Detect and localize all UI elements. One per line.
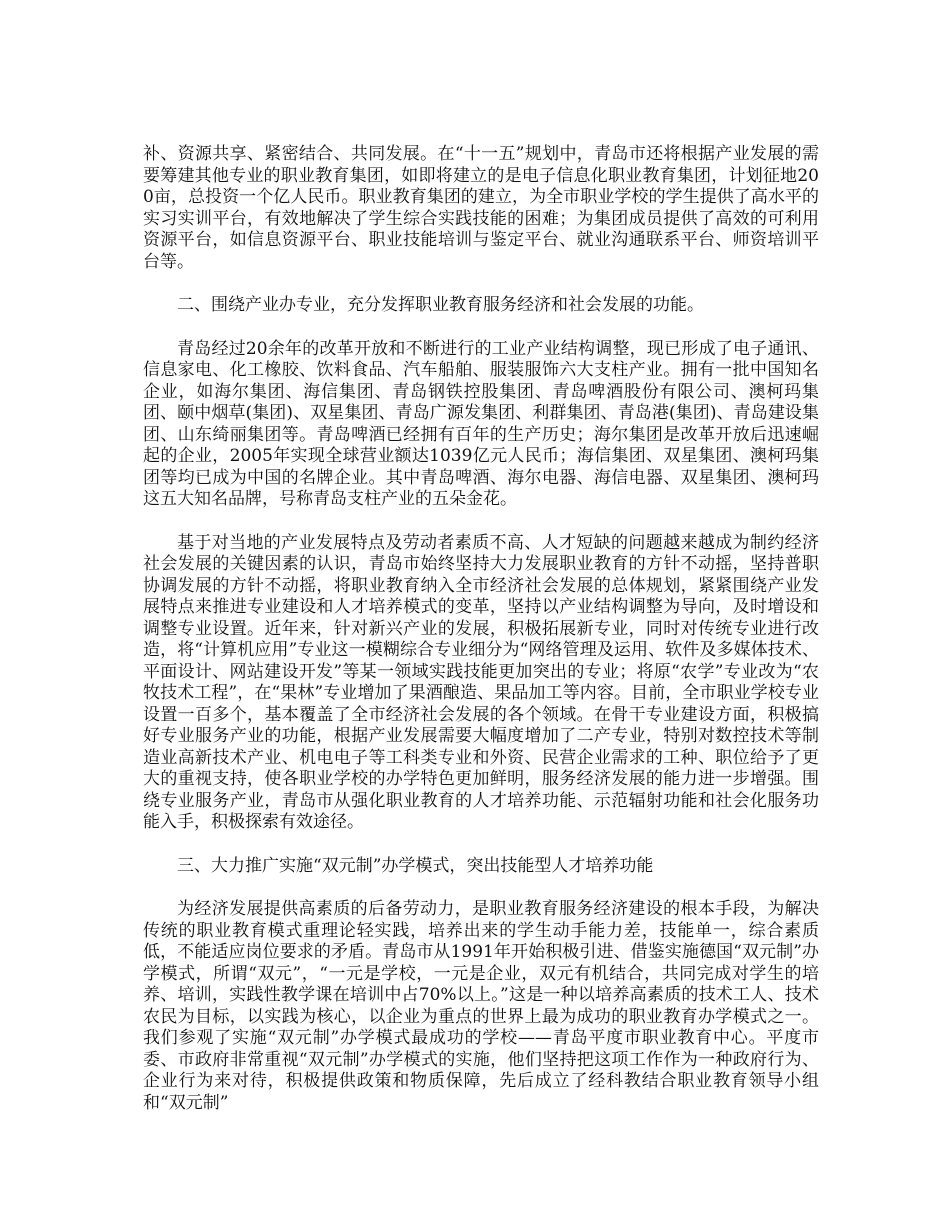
paragraph-strategy: 基于对当地的产业发展特点及劳动者素质不高、人才短缺的问题越来越成为制约经济社会发展的关键因素的认识，青岛市始终坚持大力发展职业教育的方针不动摇，坚持普职协调发展的方针不动摇，将职业教育纳入全市经济社会发展的总体规划，紧紧围绕产业发展特点来推进专业建设和人才培养模式的变革，坚持以产业结构调整为导向，及时增设和调整专业设置。近年来，针对新兴产业的发展，积极拓展新专业，同时对传统专业进行改造，将“计算机应用”专业这一模糊综合专业细分为“网络管理及运用、软件及多媒体技术、平面设计、网站建设开发”等某一领域实践技能更加突出的专业；将原“农学”专业改为“农牧技术工程”，在“果林”专业增加了果酒酿造、果品加工等内容。目前，全市职业学校专业设置一百多个，基本覆盖了全市经济社会发展的各个领域。在骨干专业建设方面，积极搞好专业服务产业的功能，根据产业发展需要大幅度增加了二产专业，特别对数控技术等制造业高新技术产业、机电电子等工科类专业和外资、民营企业需求的工种、职位给予了更大的重视支持，使各职业学校的办学特色更加鲜明，服务经济发展的能力进一步增强。围绕专业服务产业，青岛市从强化职业教育的人才培养功能、示范辐射功能和社会化服务功能入手，积极探索有效途径。 <box>143 532 819 832</box>
section-heading-3: 三、大力推广实施“双元制”办学模式，突出技能型人才培养功能 <box>177 855 654 876</box>
document-body <box>143 144 819 1114</box>
paragraph-dual-system: 为经济发展提供高素质的后备劳动力，是职业教育服务经济建设的根本手段，为解决传统的职业教育模式重理论轻实践，培养出来的学生动手能力差，技能单一，综合素质低，不能适应岗位要求的矛盾。青岛市从1991年开始积极引进、借鉴实施德国“双元制”办学模式，所谓“双元”，“一元是学校，一元是企业，双元有机结合，共同完成对学生的培养、培训，实践性教学课在培训中占70%以上。”这是一种以培养高素质的技术工人、技术农民为目标，以实践为核心，以企业为重点的世界上最为成功的职业教育办学模式之一。我们参观了实施“双元制”办学模式最成功的学校——青岛平度市职业教育中心。平度市委、市政府非常重视“双元制”办学模式的实施，他们坚持把这项工作作为一种政府行为、企业行为来对待，积极提供政策和物质保障，先后成立了经科教结合职业教育领导小组和“双元制” <box>143 899 819 1113</box>
paragraph-industry: 青岛经过20余年的改革开放和不断进行的工业产业结构调整，现已形成了电子通讯、信息家电、化工橡胶、饮料食品、汽车船舶、服装服饰六大支柱产业。拥有一批中国知名企业，如海尔集团、海信集团、青岛钢铁控股集团、青岛啤酒股份有限公司、澳柯玛集团、颐中烟草(集团)、双星集团、青岛广源发集团、利群集团、青岛港(集团)、青岛建设集团、山东绮丽集团等。青岛啤酒已经拥有百年的生产历史；海尔集团是改革开放后迅速崛起的企业，2005年实现全球营业额达1039亿元人民币；海信集团、双星集团、澳柯玛集团等均已成为中国的名牌企业。其中青岛啤酒、海尔电器、海信电器、双星集团、澳柯玛这五大知名品牌，号称青岛支柱产业的五朵金花。 <box>143 338 819 509</box>
section-heading-2: 二、围绕产业办专业，充分发挥职业教育服务经济和社会发展的功能。 <box>177 295 704 315</box>
paragraph-continued: 补、资源共享、紧密结合、共同发展。在“十一五”规划中，青岛市还将根据产业发展的需要筹建其他专业的职业教育集团，如即将建立的是电子信息化职业教育集团，计划征地200亩，总投资一个亿人民币。职业教育集团的建立，为全市职业学校的学生提供了高水平的实习实训平台，有效地解决了学生综合实践技能的困难；为集团成员提供了高效的可利用资源平台，如信息资源平台、职业技能培训与鉴定平台、就业沟通联系平台、师资培训平台等。 <box>143 144 819 272</box>
